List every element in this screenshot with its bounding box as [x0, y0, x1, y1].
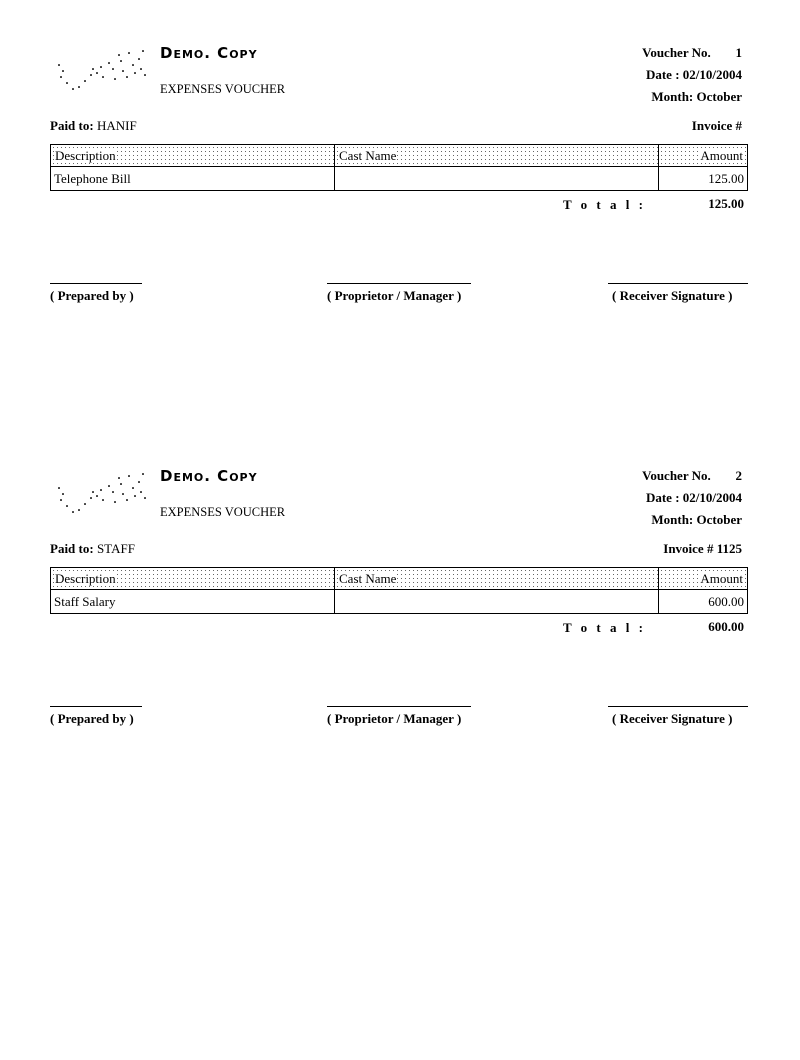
- paid-to-label: Paid to:: [50, 541, 94, 556]
- signature-line-receiver: [608, 283, 748, 284]
- voucher-number: [642, 45, 742, 61]
- voucher-number-label: Voucher No.: [642, 45, 711, 60]
- total-value: 125.00: [708, 196, 744, 211]
- signature-label-proprietor: ( Proprietor / Manager ): [327, 288, 462, 303]
- signature-label-receiver: ( Receiver Signature ): [612, 711, 733, 726]
- voucher-number: [642, 468, 742, 484]
- paid-to-value: HANIF: [96, 118, 137, 133]
- voucher: [0, 423, 800, 726]
- paid-to: [50, 118, 137, 134]
- cell-description: Telephone Bill: [51, 167, 335, 191]
- column-header-description: Description: [51, 568, 335, 590]
- signature-label-proprietor: ( Proprietor / Manager ): [327, 711, 462, 726]
- dotted-logo-icon: [56, 48, 146, 96]
- signature-line-prepared: [50, 706, 142, 707]
- column-header-cast-name: Cast Name: [335, 568, 659, 590]
- column-header-amount: Amount: [659, 145, 748, 167]
- table-row: [51, 590, 748, 614]
- voucher-number-value: 2: [735, 468, 742, 483]
- signature-label-prepared: ( Prepared by ): [50, 711, 134, 726]
- invoice-number: Invoice #: [691, 118, 742, 133]
- signature-label-prepared: ( Prepared by ): [50, 288, 134, 303]
- paid-to-value: STAFF: [96, 541, 135, 556]
- signature-line-proprietor: [327, 283, 471, 284]
- cell-cast-name: [335, 167, 659, 191]
- column-header-description: Description: [51, 145, 335, 167]
- expense-table: [50, 567, 748, 614]
- cell-description: Staff Salary: [51, 590, 335, 614]
- demo-copy-title: Demo. Copy: [160, 44, 258, 62]
- paid-to: [50, 541, 135, 557]
- dotted-logo-icon: [56, 471, 146, 519]
- cell-cast-name: [335, 590, 659, 614]
- cell-amount: 600.00: [659, 590, 748, 614]
- signature-line-proprietor: [327, 706, 471, 707]
- voucher-type: EXPENSES VOUCHER: [160, 82, 286, 96]
- signature-line-prepared: [50, 283, 142, 284]
- voucher: [0, 0, 800, 303]
- voucher-date: Date : 02/10/2004: [645, 490, 742, 505]
- signature-label-receiver: ( Receiver Signature ): [612, 288, 733, 303]
- voucher-month: Month: October: [651, 89, 742, 104]
- column-header-amount: Amount: [659, 568, 748, 590]
- signature-line-receiver: [608, 706, 748, 707]
- voucher-month: Month: October: [651, 512, 742, 527]
- table-row: [51, 167, 748, 191]
- expense-table: [50, 144, 748, 191]
- voucher-number-value: 1: [735, 45, 742, 60]
- table-header-row: [51, 568, 748, 590]
- paid-to-label: Paid to:: [50, 118, 94, 133]
- total-value: 600.00: [708, 619, 744, 634]
- voucher-date: Date : 02/10/2004: [645, 67, 742, 82]
- cell-amount: 125.00: [659, 167, 748, 191]
- column-header-cast-name: Cast Name: [335, 145, 659, 167]
- voucher-number-label: Voucher No.: [642, 468, 711, 483]
- table-header-row: [51, 145, 748, 167]
- total-label: T o t a l :: [563, 620, 646, 635]
- voucher-type: EXPENSES VOUCHER: [160, 505, 286, 519]
- invoice-number: Invoice # 1125: [663, 541, 742, 556]
- total-label: T o t a l :: [563, 197, 646, 212]
- demo-copy-title: Demo. Copy: [160, 467, 258, 485]
